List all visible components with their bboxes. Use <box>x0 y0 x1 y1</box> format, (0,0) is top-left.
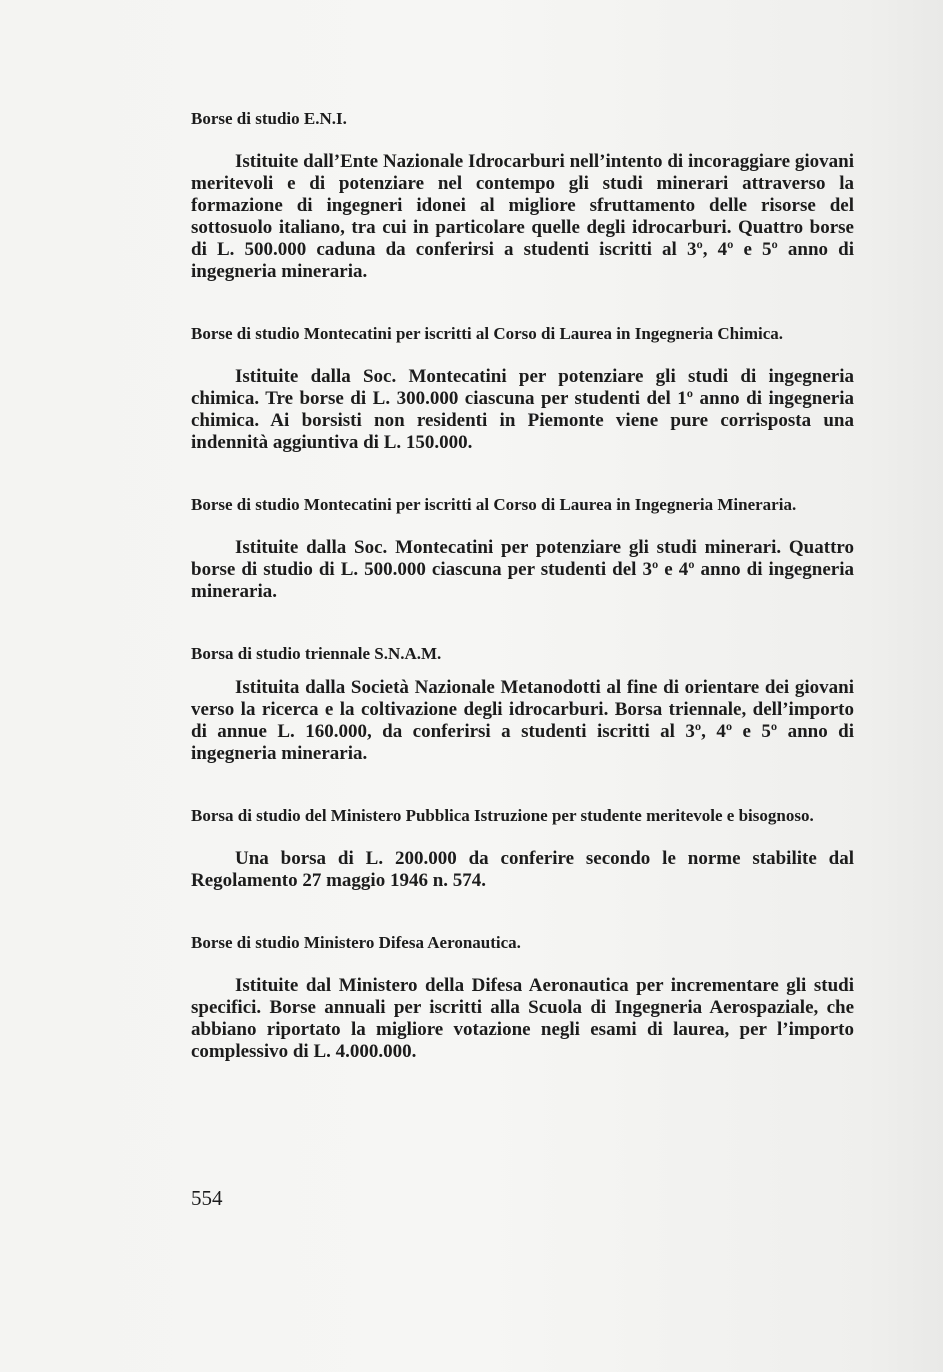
section-paragraph: Istituite dal Ministero della Difesa Aeronautica per incrementare gli studi specifici. Borse annuali per iscritti alla Scuola di Ingegneria Aerospaziale, che abbiano riportato la migliore votazione negli esami di laurea, per l’importo complessivo di L. 4.000.000. <box>191 975 854 1062</box>
page-number: 554 <box>191 1186 223 1210</box>
section-paragraph: Istituite dall’Ente Nazionale Idrocarburi nell’intento di incoraggiare giovani meritevoli e di potenziare nel contempo gli studi minerari attraverso la formazione di ingegneri idonei al migliore sfruttamento delle risorse del sottosuolo italiano, tra cui in particolare quelle degli idrocarburi. Quattro borse di L. 500.000 caduna da conferirsi a studenti iscritti al 3º, 4º e 5º anno di ingegneria mineraria. <box>191 151 854 282</box>
section-heading: Borse di studio Montecatini per iscritti al Corso di Laurea in Ingegneria Mineraria. <box>191 495 797 514</box>
section-eni <box>191 108 854 283</box>
section-montecatini-chimica <box>191 323 854 454</box>
section-ministero-istruzione <box>191 805 854 892</box>
section-heading: Borsa di studio del Ministero Pubblica Istruzione per studente meritevole e bisognoso. <box>191 806 814 825</box>
section-paragraph: Una borsa di L. 200.000 da conferire secondo le norme stabilite dal Regolamento 27 maggio 1946 n. 574. <box>191 848 854 891</box>
section-snam <box>191 643 854 765</box>
section-heading: Borse di studio Montecatini per iscritti al Corso di Laurea in Ingegneria Chimica. <box>191 324 783 343</box>
section-heading: Borse di studio Ministero Difesa Aeronautica. <box>191 933 521 952</box>
section-heading: Borse di studio E.N.I. <box>191 109 347 128</box>
section-montecatini-mineraria <box>191 494 854 603</box>
section-paragraph: Istituite dalla Soc. Montecatini per potenziare gli studi di ingegneria chimica. Tre borse di L. 300.000 ciascuna per studenti del 1º anno di ingegneria chimica. Ai borsisti non residenti in Piemonte viene pure corrisposta una indennità aggiuntiva di L. 150.000. <box>191 366 854 453</box>
section-heading: Borsa di studio triennale S.N.A.M. <box>191 644 442 663</box>
section-difesa-aeronautica <box>191 932 854 1063</box>
section-paragraph: Istituita dalla Società Nazionale Metanodotti al fine di orientare dei giovani verso la ricerca e la coltivazione degli idrocarburi. Borsa triennale, dell’importo di annue L. 160.000, da conferirsi a studenti iscritti al 3º, 4º e 5º anno di ingegneria mineraria. <box>191 677 854 764</box>
document-body <box>191 108 854 1063</box>
section-paragraph: Istituite dalla Soc. Montecatini per potenziare gli studi minerari. Quattro borse di studio di L. 500.000 ciascuna per studenti del 3º e 4º anno di ingegneria mineraria. <box>191 537 854 602</box>
